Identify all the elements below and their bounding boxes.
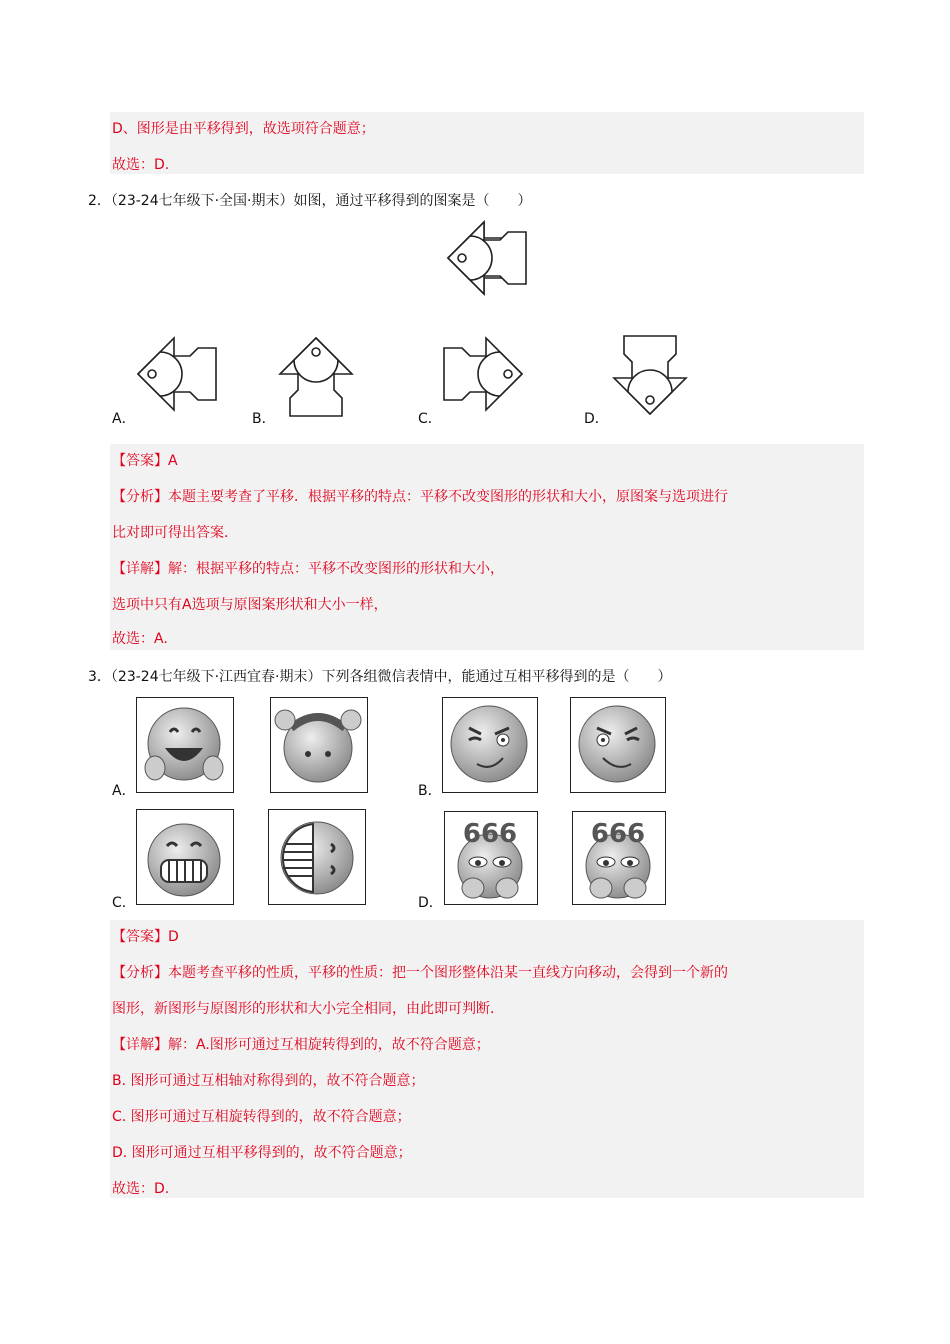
q3-option-d-emoji-1[interactable]: [444, 811, 538, 905]
q2-detail-line3: 故选：A.: [112, 631, 168, 647]
q3-option-b-label[interactable]: B．: [418, 783, 442, 799]
q3-option-d-emoji-2-text: 666: [590, 819, 646, 849]
q3-option-d-emoji-2[interactable]: [572, 811, 666, 905]
q3-option-a-emoji-1[interactable]: [136, 697, 234, 793]
prev-conclusion: 故选：D.: [112, 157, 170, 173]
q3-analysis-line2: 图形，新图形与原图形的形状和大小完全相同，由此即可判断．: [112, 1001, 504, 1017]
q3-option-d-emoji-1-text: 666: [462, 819, 518, 849]
q3-detail-line3: C. 图形可通过互相旋转得到的，故不符合题意；: [112, 1109, 411, 1125]
q3-text: 下列各组微信表情中，能通过互相平移得到的是（ ）: [321, 669, 672, 685]
q2-option-d-label[interactable]: D．: [584, 411, 609, 427]
q3-detail-line4: D. 图形可通过互相平移得到的，故不符合题意；: [112, 1145, 412, 1161]
q3-option-a-label[interactable]: A．: [112, 783, 136, 799]
q2-original-figure: [444, 218, 534, 302]
q3-option-c-emoji-1[interactable]: [136, 809, 234, 905]
q3-detail-line2: B. 图形可通过互相轴对称得到的，故不符合题意；: [112, 1073, 425, 1089]
q2-analysis-line2: 比对即可得出答案．: [112, 525, 238, 541]
q2-analysis-line1: 【分析】本题主要考查了平移．根据平移的特点：平移不改变图形的形状和大小，原图案与选项进行: [112, 489, 728, 505]
q3-answer: 【答案】D: [112, 929, 179, 945]
q3-detail-line1: 【详解】解：A.图形可通过互相旋转得到的，故不符合题意；: [112, 1037, 490, 1053]
q3-detail-line5: 故选：D.: [112, 1181, 170, 1197]
q3-option-b-emoji-1[interactable]: [442, 697, 538, 793]
q2-option-b-figure[interactable]: [274, 332, 358, 422]
q2-option-c-figure[interactable]: [440, 334, 530, 418]
q2-option-b-label[interactable]: B．: [252, 411, 276, 427]
q2-option-a-figure[interactable]: [134, 334, 224, 418]
q2-detail-line2: 选项中只有A选项与原图案形状和大小一样，: [112, 597, 388, 613]
q3-stem: [88, 666, 672, 686]
q3-analysis-line1: 【分析】本题考查平移的性质，平移的性质：把一个图形整体沿某一直线方向移动，会得到一个新的: [112, 965, 728, 981]
q2-stem: [88, 190, 532, 210]
q2-option-c-label[interactable]: C．: [418, 411, 442, 427]
q2-option-d-figure[interactable]: [608, 330, 692, 420]
q3-option-a-emoji-2[interactable]: [270, 697, 368, 793]
q2-detail-line1: 【详解】解：根据平移的特点：平移不改变图形的形状和大小，: [112, 561, 504, 577]
q2-source: （23-24七年级下·全国·期末）: [110, 193, 294, 209]
q2-text: 如图，通过平移得到的图案是（ ）: [293, 193, 532, 209]
q2-answer: 【答案】A: [112, 453, 178, 469]
q2-number: 2．: [88, 193, 111, 209]
q3-option-c-emoji-2[interactable]: [268, 809, 366, 905]
q3-source: （23-24七年级下·江西宜春·期末）: [110, 669, 322, 685]
q3-option-c-label[interactable]: C．: [112, 895, 136, 911]
q3-number: 3．: [88, 669, 111, 685]
q3-option-d-label[interactable]: D．: [418, 895, 443, 911]
q3-option-b-emoji-2[interactable]: [570, 697, 666, 793]
q2-answer-block: [110, 444, 864, 650]
q2-option-a-label[interactable]: A．: [112, 411, 136, 427]
prev-detail-line: D、图形是由平移得到，故选项符合题意；: [112, 121, 375, 137]
